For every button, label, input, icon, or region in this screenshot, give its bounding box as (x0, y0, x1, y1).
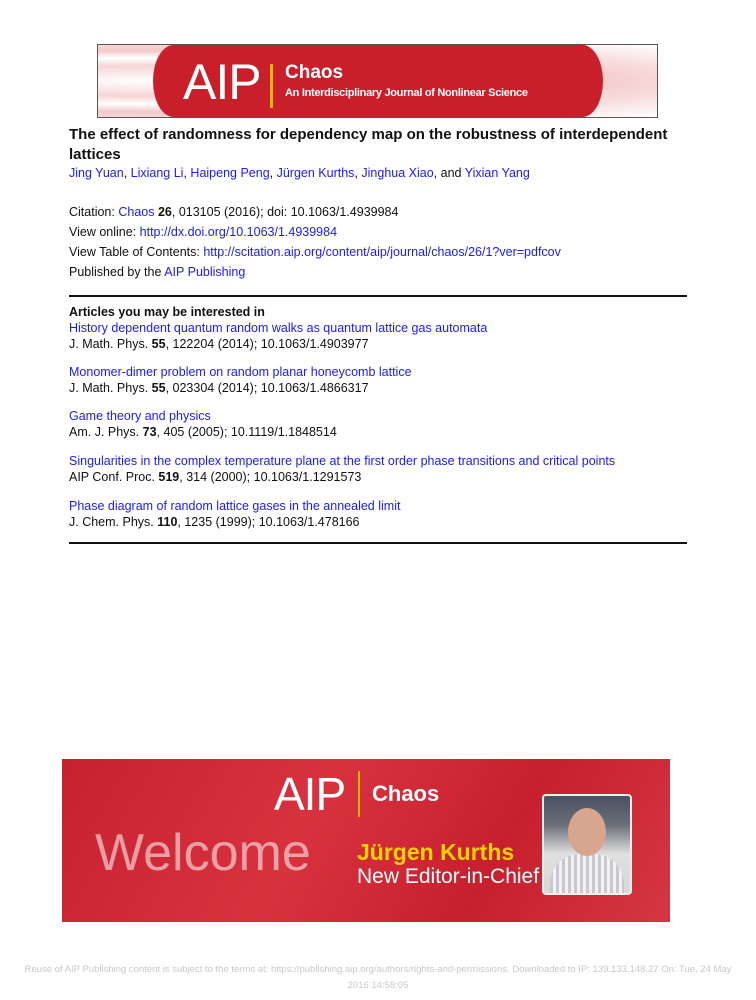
aip-logo: AIP (183, 54, 261, 110)
ref-details: , 314 (2000); 10.1063/1.1291573 (179, 470, 362, 484)
editor-name: Jürgen Kurths (357, 839, 515, 865)
view-online-label: View online: (69, 225, 140, 239)
photo-face (568, 808, 606, 856)
journal-subtitle: An Interdisciplinary Journal of Nonlinear Science (285, 87, 528, 99)
journal-header-banner[interactable] (97, 44, 658, 118)
volume: 55 (151, 337, 166, 351)
related-article (69, 408, 337, 440)
journal: J. Math. Phys. (69, 337, 152, 351)
separator: , (269, 166, 277, 180)
volume: 55 (151, 381, 166, 395)
ref-details: , 023304 (2014); 10.1063/1.4866317 (165, 381, 369, 395)
volume: 73 (142, 425, 157, 439)
related-article-link[interactable]: Game theory and physics (69, 409, 211, 423)
separator: , (354, 166, 362, 180)
editor-announcement-banner[interactable] (62, 759, 670, 922)
related-article (69, 498, 400, 530)
journal: J. Chem. Phys. (69, 515, 158, 529)
publisher-line (69, 265, 245, 279)
editor-role: New Editor-in-Chief (357, 865, 540, 888)
divider (69, 295, 687, 297)
ref-details: , 1235 (1999); 10.1063/1.478166 (177, 515, 360, 529)
related-article-link[interactable]: Phase diagram of random lattice gases in the annealed limit (69, 499, 401, 513)
author-link[interactable]: Jinghua Xiao (361, 166, 434, 180)
journal: J. Math. Phys. (69, 381, 152, 395)
ref-details: , 122204 (2014); 10.1063/1.4903977 (165, 337, 369, 351)
separator: , (123, 166, 131, 180)
doi-link[interactable]: http://dx.doi.org/10.1063/1.4939984 (139, 225, 338, 239)
related-article-link[interactable]: Monomer-dimer problem on random planar honeycomb lattice (69, 365, 412, 379)
related-article-link[interactable]: History dependent quantum random walks as quantum lattice gas automata (69, 321, 488, 335)
volume: 110 (157, 515, 178, 529)
separator: , (183, 166, 191, 180)
footer-line: 2016 14:58:05 (347, 980, 409, 991)
published-label: Published by the (69, 265, 165, 279)
author-link[interactable]: Haipeng Peng (190, 166, 270, 180)
footer-line: Reuse of AIP Publishing content is subject to the terms at: https://publishing.aip.org/authors/rights-and-permissions. Downloaded to IP: 139.133.148.27 On: Tue, 24 May (24, 964, 732, 975)
related-article (69, 453, 615, 485)
related-article (69, 320, 487, 352)
toc-line (69, 245, 561, 259)
separator: , and (433, 166, 465, 180)
toc-label: View Table of Contents: (69, 245, 204, 259)
related-heading: Articles you may be interested in (69, 305, 265, 319)
ref-details: , 405 (2005); 10.1119/1.1848514 (156, 425, 337, 439)
related-article-link[interactable]: Singularities in the complex temperature plane at the first order phase transitions and critical points (69, 454, 616, 468)
author-link[interactable]: Yixian Yang (464, 166, 530, 180)
related-article (69, 364, 412, 396)
volume: 519 (158, 470, 180, 484)
citation-label: Citation: (69, 205, 119, 219)
toc-link[interactable]: http://scitation.aip.org/content/aip/journal/chaos/26/1?ver=pdfcov (203, 245, 561, 259)
author-link[interactable]: Lixiang Li (130, 166, 184, 180)
article-title: The effect of randomness for dependency map on the robustness of interdependent lattices (69, 126, 668, 163)
journal: AIP Conf. Proc. (69, 470, 159, 484)
journal: Am. J. Phys. (69, 425, 143, 439)
divider (69, 542, 687, 544)
volume: 26 (157, 205, 172, 219)
author-list (69, 166, 530, 180)
author-link[interactable]: Jing Yuan (69, 166, 124, 180)
journal-name: Chaos (372, 781, 440, 806)
download-footer (0, 962, 756, 994)
journal-link[interactable]: Chaos (118, 205, 155, 219)
journal-name: Chaos (285, 62, 344, 83)
logo-divider (270, 64, 273, 108)
citation-line (69, 205, 398, 219)
author-link[interactable]: Jürgen Kurths (276, 166, 355, 180)
publisher-link[interactable]: AIP Publishing (164, 265, 246, 279)
photo-shirt (550, 854, 624, 895)
aip-logo: AIP (274, 768, 346, 820)
view-online-line (69, 225, 337, 239)
editor-photo (542, 794, 632, 895)
citation-details: , 013105 (2016); doi: 10.1063/1.4939984 (171, 205, 399, 219)
welcome-text: Welcome (95, 824, 311, 882)
logo-divider (358, 771, 360, 817)
